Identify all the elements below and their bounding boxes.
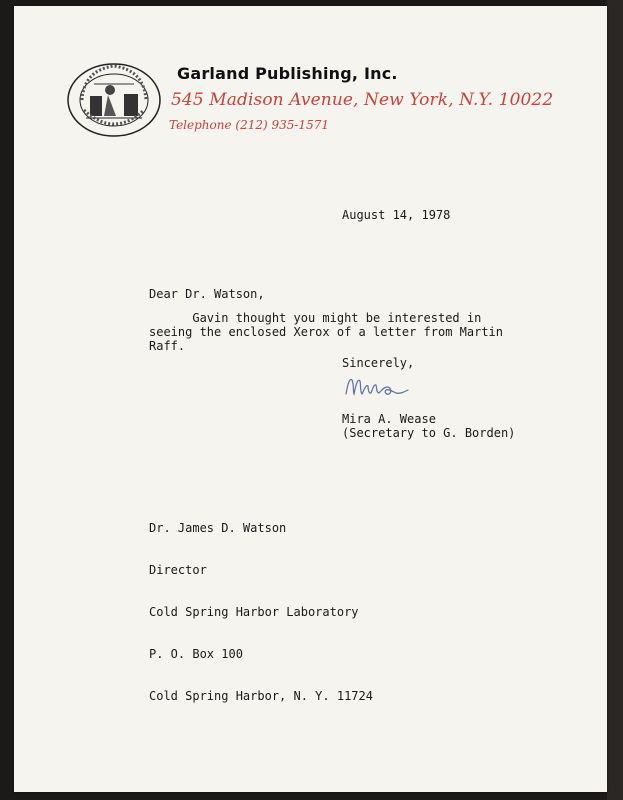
recipient-line: Dr. James D. Watson [149,521,287,535]
letter-page [14,6,607,792]
recipient-line: P. O. Box 100 [149,647,243,661]
company-seal-logo [64,60,164,140]
letter-date: August 14, 1978 [342,208,451,222]
recipient-line: Director [149,563,207,577]
company-address: 545 Madison Avenue, New York, N.Y. 10022 [171,90,554,110]
company-phone: Telephone (212) 935-1571 [169,118,329,132]
letter-body: Gavin thought you might be interested in seeing the enclosed Xerox of a letter from Martin Raff. [149,311,504,353]
signer-title: (Secretary to G. Borden) [342,426,516,440]
salutation: Dear Dr. Watson, [149,287,265,301]
scan-edge [607,0,623,800]
signer-name: Mira A. Wease [342,412,436,426]
handwritten-signature [342,372,412,402]
recipient-address [149,493,373,731]
closing: Sincerely, [342,356,415,370]
recipient-line: Cold Spring Harbor Laboratory [149,605,359,619]
recipient-line: Cold Spring Harbor, N. Y. 11724 [149,689,373,703]
company-name: Garland Publishing, Inc. [177,64,398,83]
